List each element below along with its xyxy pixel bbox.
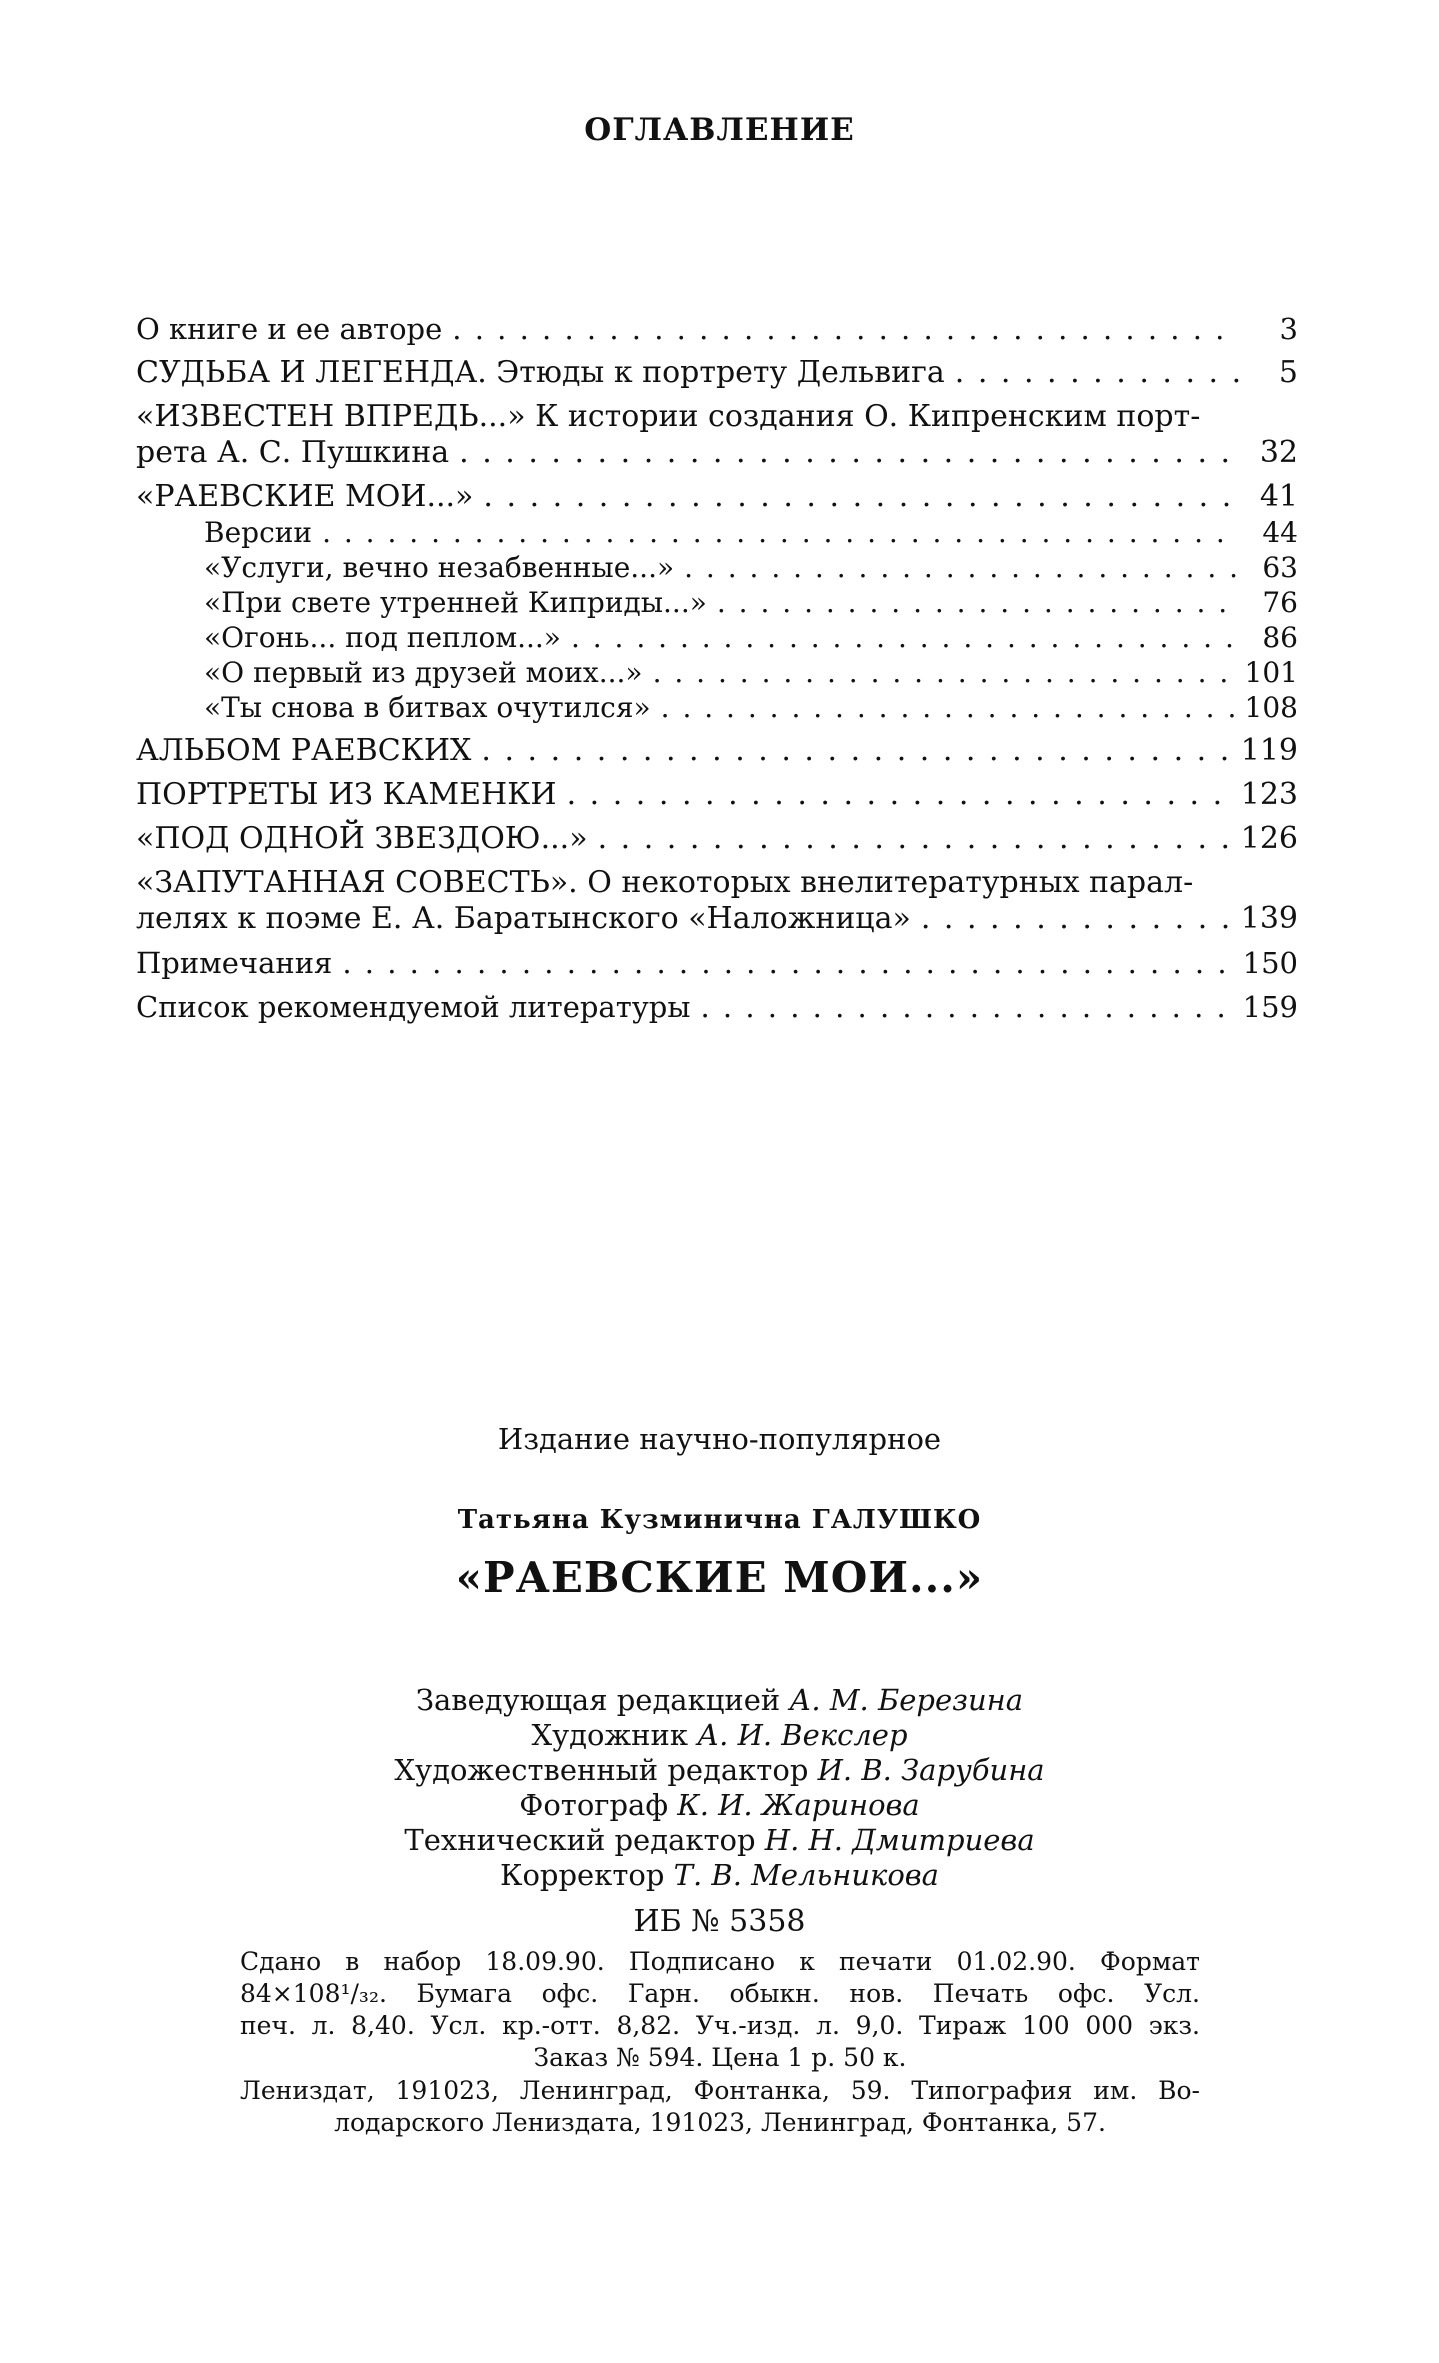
toc-page-number: 41 <box>1259 479 1298 514</box>
toc-entry <box>136 989 1298 1025</box>
toc-page-number: 108 <box>1244 691 1298 724</box>
dot-leader <box>717 585 1240 620</box>
dot-leader <box>653 655 1235 690</box>
toc-entry <box>136 550 1298 585</box>
staff-credit <box>0 1683 1439 1718</box>
toc-page-number: 126 <box>1240 821 1298 856</box>
edition-type: Издание научно-популярное <box>497 1422 942 1456</box>
dot-leader <box>483 479 1240 515</box>
dot-leader <box>684 550 1240 585</box>
toc-entry <box>136 777 1298 813</box>
publisher-details <box>240 2075 1200 2139</box>
imprint-line: Сдано в набор 18.09.90. Подписано к печати 01.02.90. Формат <box>240 1947 1200 1976</box>
staff-name: А. М. Березина <box>789 1683 1024 1717</box>
toc-page-number: 150 <box>1242 946 1298 980</box>
toc-entry <box>136 311 1298 347</box>
toc-entry-title: Примечания <box>136 946 333 980</box>
toc-entry <box>136 585 1298 620</box>
imprint-line: Заказ № 594. Цена 1 р. 50 к. <box>533 2043 907 2072</box>
toc-entry <box>136 865 1298 937</box>
staff-credit <box>0 1753 1439 1788</box>
staff-name: Т. В. Мельникова <box>673 1858 939 1892</box>
toc-entry <box>136 733 1298 769</box>
dot-leader <box>481 733 1230 769</box>
dot-leader <box>452 311 1240 347</box>
toc-entry <box>136 655 1298 690</box>
dot-leader <box>955 355 1240 391</box>
publisher-line: лодарского Лениздата, 191023, Ленинград, Фонтанка, 57. <box>334 2108 1106 2137</box>
staff-credit <box>0 1823 1439 1858</box>
toc-entry-title: «РАЕВСКИЕ МОИ...» <box>136 479 474 514</box>
print-details <box>240 1946 1200 2074</box>
toc-page-number: 32 <box>1259 435 1298 470</box>
toc-entry-title: «ЗАПУТАННАЯ СОВЕСТЬ». О некоторых внелитературных парал- <box>136 865 1194 900</box>
toc-page-number: 86 <box>1262 621 1298 654</box>
toc-entry <box>136 821 1298 857</box>
toc-entry-title: Версии <box>204 516 313 549</box>
staff-name: К. И. Жаринова <box>677 1788 920 1822</box>
staff-name: А. И. Векслер <box>697 1718 908 1752</box>
author-name: Татьяна Кузминична ГАЛУШКО <box>457 1505 982 1535</box>
toc-entry-title: «Огонь... под пеплом...» <box>204 621 561 654</box>
staff-credits <box>0 1683 1439 1893</box>
toc-entry-title-continued: лелях к поэме Е. А. Баратынского «Наложница» <box>136 901 911 936</box>
dot-leader <box>598 821 1231 857</box>
toc-entry-title: Список рекомендуемой литературы <box>136 990 691 1024</box>
dot-leader <box>459 435 1240 471</box>
dot-leader <box>322 515 1240 550</box>
toc-entry-title-continued: рета А. С. Пушкина <box>136 435 450 470</box>
toc-entry <box>136 620 1298 655</box>
toc-entry-title: «ИЗВЕСТЕН ВПРЕДЬ...» К истории создания О. Кипренским порт- <box>136 399 1201 434</box>
toc-page-number: 119 <box>1240 733 1298 768</box>
staff-role: Фотограф <box>519 1788 678 1822</box>
book-title: «РАЕВСКИЕ МОИ...» <box>455 1553 984 1602</box>
staff-credit <box>0 1718 1439 1753</box>
toc-entry <box>136 479 1298 515</box>
toc-entry-title: О книге и ее авторе <box>136 312 443 346</box>
publisher-line: Лениздат, 191023, Ленинград, Фонтанка, 59. Типография им. Во- <box>240 2076 1200 2105</box>
dot-leader <box>567 777 1231 813</box>
staff-name: И. В. Зарубина <box>817 1753 1045 1787</box>
staff-name: Н. Н. Дмитриева <box>764 1823 1035 1857</box>
toc-entry-title: «Ты снова в битвах очутился» <box>204 691 651 724</box>
toc-entry-title: СУДЬБА И ЛЕГЕНДА. Этюды к портрету Дельвига <box>136 355 945 390</box>
ib-number: ИБ № 5358 <box>633 1904 806 1939</box>
dot-leader <box>661 690 1235 725</box>
toc-page-number: 63 <box>1262 551 1298 584</box>
toc-entry-title: «О первый из друзей моих...» <box>204 656 643 689</box>
toc-entry-title: «Услуги, вечно незабвенные...» <box>204 551 675 584</box>
toc-page-number: 123 <box>1240 777 1298 812</box>
imprint-line: печ. л. 8,40. Усл. кр.-отт. 8,82. Уч.-изд. л. 9,0. Тираж 100 000 экз. <box>240 2011 1200 2040</box>
table-of-contents <box>136 303 1298 1025</box>
toc-page-number: 44 <box>1262 516 1298 549</box>
toc-entry <box>136 515 1298 550</box>
dot-leader <box>342 945 1232 981</box>
toc-entry <box>136 399 1298 471</box>
dot-leader <box>921 901 1231 937</box>
toc-entry-title: «ПОД ОДНОЙ ЗВЕЗДОЮ...» <box>136 821 588 856</box>
dot-leader <box>700 989 1232 1025</box>
toc-entry <box>136 355 1298 391</box>
toc-page-number: 76 <box>1262 586 1298 619</box>
staff-credit <box>0 1788 1439 1823</box>
toc-entry-title: «При свете утренней Киприды...» <box>204 586 707 619</box>
staff-role: Технический редактор <box>404 1823 765 1857</box>
dot-leader <box>571 620 1240 655</box>
toc-page-number: 101 <box>1244 656 1298 689</box>
toc-page-number: 139 <box>1240 901 1298 936</box>
staff-credit <box>0 1858 1439 1893</box>
toc-page-number: 5 <box>1278 355 1298 390</box>
imprint-line: 84×108¹/₃₂. Бумага офс. Гарн. обыкн. нов. Печать офс. Усл. <box>240 1979 1200 2008</box>
staff-role: Художник <box>531 1718 698 1752</box>
toc-entry-title: АЛЬБОМ РАЕВСКИХ <box>136 733 472 768</box>
toc-entry <box>136 690 1298 725</box>
staff-role: Заведующая редакцией <box>415 1683 790 1717</box>
staff-role: Корректор <box>500 1858 674 1892</box>
page-title: ОГЛАВЛЕНИЕ <box>584 112 855 148</box>
toc-page-number: 159 <box>1242 990 1298 1024</box>
staff-role: Художественный редактор <box>394 1753 818 1787</box>
toc-page-number: 3 <box>1279 312 1298 346</box>
toc-entry <box>136 945 1298 981</box>
toc-entry-title: ПОРТРЕТЫ ИЗ КАМЕНКИ <box>136 777 557 812</box>
